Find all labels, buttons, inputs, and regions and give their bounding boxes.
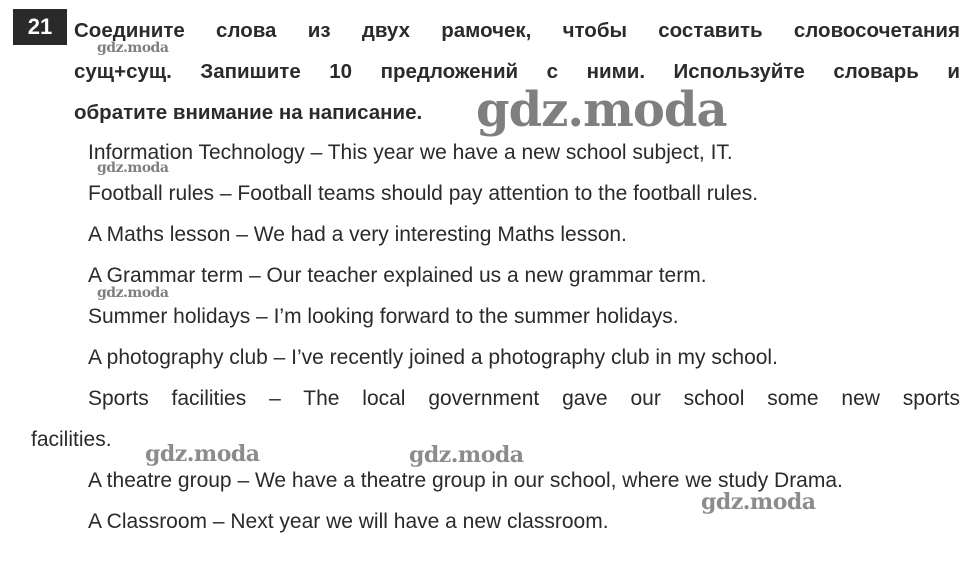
answer-line-4: A Grammar term – Our teacher explained us a new grammar term. [88, 264, 707, 287]
answer-line-7: Sports facilities – The local government gave our school some new sports [88, 387, 960, 410]
watermark: gdz.moda [145, 441, 260, 467]
watermark: gdz.moda [476, 82, 727, 138]
answer-line-7-continuation: facilities. [31, 428, 112, 451]
exercise-number-badge: 21 [13, 9, 67, 45]
answer-line-6: A photography club – I’ve recently joined a photography club in my school. [88, 346, 778, 369]
answer-line-5: Summer holidays – I’m looking forward to the summer holidays. [88, 305, 679, 328]
answer-line-2: Football rules – Football teams should pay attention to the football rules. [88, 182, 759, 205]
answer-line-1: Information Technology – This year we have a new school subject, IT. [88, 141, 733, 164]
watermark: gdz.moda [97, 285, 169, 301]
task-line-1: Соедините слова из двух рамочек, чтобы составить словосочетания [74, 19, 960, 42]
watermark: gdz.moda [409, 442, 524, 468]
task-line-3: обратите внимание на написание. [74, 101, 423, 124]
watermark: gdz.moda [701, 489, 816, 515]
answer-line-8: A theatre group – We have a theatre group in our school, where we study Drama. [88, 469, 843, 492]
task-line-2: сущ+сущ. Запишите 10 предложений с ними. Используйте словарь и [74, 60, 960, 83]
answer-line-3: A Maths lesson – We had a very interesting Maths lesson. [88, 223, 627, 246]
answer-line-9: A Classroom – Next year we will have a new classroom. [88, 510, 609, 533]
watermark: gdz.moda [97, 160, 169, 176]
watermark: gdz.moda [97, 40, 169, 56]
